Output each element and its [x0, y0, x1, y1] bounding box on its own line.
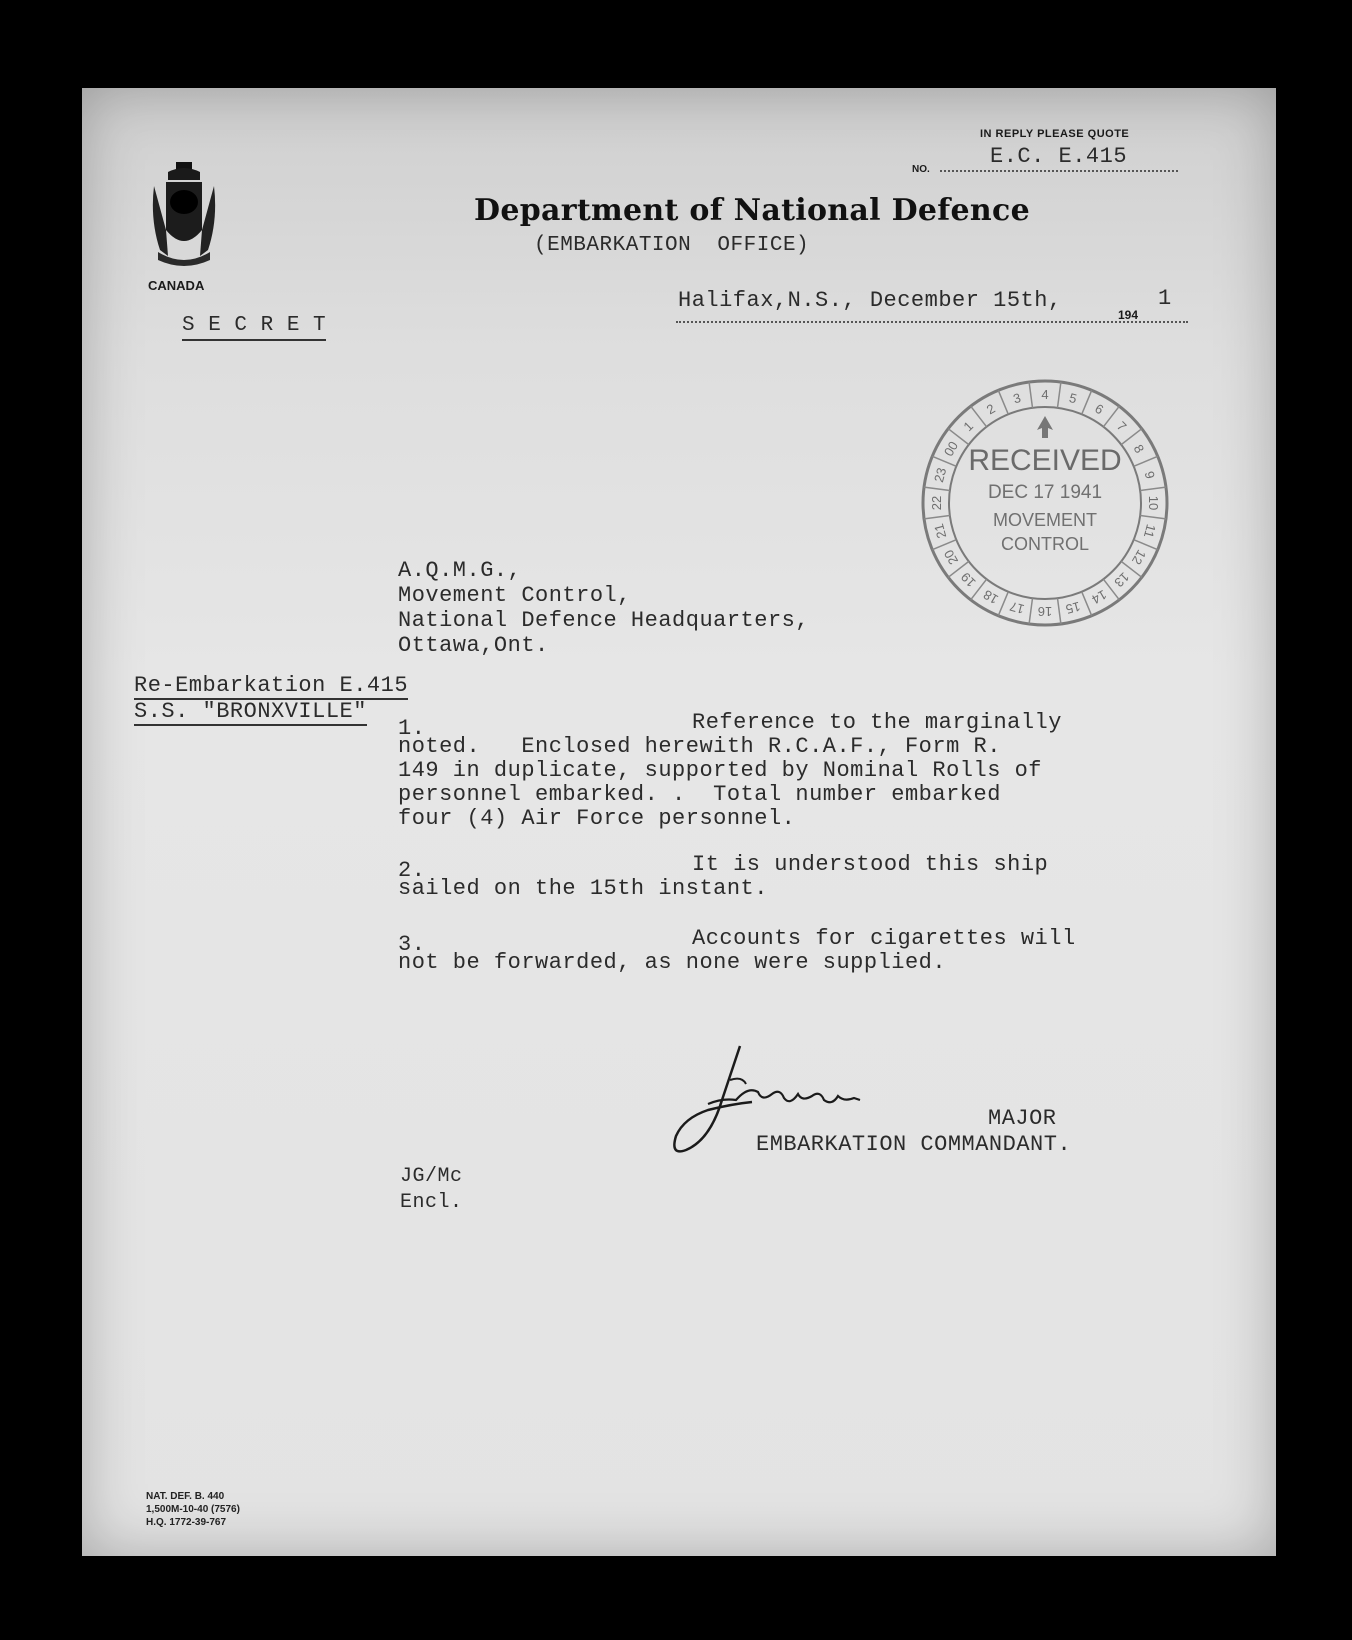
signature-title: EMBARKATION COMMANDANT.	[756, 1132, 1072, 1157]
typist-initials: JG/Mc	[400, 1165, 463, 1188]
office-subtitle: (EMBARKATION OFFICE)	[534, 234, 810, 257]
paragraph-line: four (4) Air Force personnel.	[398, 806, 796, 831]
stamp-ring-divider	[971, 406, 987, 427]
paragraph-1	[398, 710, 1062, 831]
form-code-line: H.Q. 1772-39-767	[146, 1517, 227, 1528]
stamp-ring-number: 3	[1011, 390, 1023, 407]
signature-rank: MAJOR	[988, 1106, 1057, 1131]
paragraph-line: sailed on the 15th instant.	[398, 876, 768, 901]
date-dotted-line	[676, 321, 1188, 323]
paragraph-number: 2.	[398, 858, 426, 883]
stamp-ring-divider	[924, 487, 950, 490]
stamp-ring-number: 7	[1113, 418, 1130, 435]
stamp-line1: MOVEMENT	[992, 510, 1098, 530]
paragraph-3	[398, 926, 1076, 975]
form-code-line: 1,500M-10-40 (7576)	[146, 1504, 240, 1515]
recipient-line: Ottawa,Ont.	[398, 633, 549, 658]
form-code-line: NAT. DEF. B. 440	[146, 1491, 225, 1502]
stamp-received-text: RECEIVED	[968, 444, 1122, 477]
stamp-ring-number: 21	[931, 522, 950, 540]
stamp-ring-number: 9	[1141, 469, 1158, 481]
stamp-ring-divider	[1029, 382, 1032, 408]
stamp-ring-divider	[1058, 382, 1061, 408]
stamp-ring-divider	[1140, 516, 1166, 519]
form-code-block	[146, 1490, 240, 1529]
paragraph-first-line: It is understood this ship	[692, 852, 1049, 877]
marginal-line-2: S.S. "BRONXVILLE"	[134, 699, 367, 724]
stamp-ring-divider	[1134, 456, 1158, 466]
stamp-ring-number: 12	[1128, 547, 1150, 568]
stamp-ring-number: 16	[1037, 604, 1053, 619]
reply-quote-label: IN REPLY PLEASE QUOTE	[980, 128, 1130, 140]
year-suffix: 1	[1158, 286, 1172, 311]
letter-page	[82, 88, 1276, 1556]
stamp-ring-divider	[998, 390, 1008, 414]
stamp-ring-number: 13	[1111, 569, 1133, 591]
paragraph-first-line: Accounts for cigarettes will	[692, 926, 1076, 951]
stamp-ring-number: 2	[983, 400, 998, 418]
received-stamp	[920, 378, 1170, 628]
place-date: Halifax,N.S., December 15th,	[678, 288, 1062, 313]
canada-coat-of-arms-icon	[146, 160, 222, 272]
stamp-ring-number: 11	[1140, 522, 1159, 540]
paragraph-number: 1.	[398, 716, 426, 741]
stamp-ring-divider	[1058, 598, 1061, 624]
stamp-ring-number: 18	[980, 586, 1001, 608]
marginal-note	[134, 674, 408, 726]
stamp-ring-number: 8	[1130, 441, 1148, 456]
stamp-ring-number: 1	[960, 418, 977, 435]
crest-caption: CANADA	[148, 278, 205, 293]
enclosure-note: Encl.	[400, 1191, 463, 1214]
stamp-ring-number: 5	[1067, 390, 1079, 407]
stamp-ring-divider	[1029, 598, 1032, 624]
reply-no-label: NO.	[912, 164, 930, 175]
recipient-line: Movement Control,	[398, 583, 631, 608]
stamp-ring-number: 19	[957, 569, 979, 591]
paragraph-2	[398, 852, 1049, 901]
year-prefix: 194	[1118, 308, 1139, 322]
footer-block	[400, 1164, 463, 1216]
recipient-block	[398, 558, 809, 658]
stamp-ring-number: 23	[931, 466, 950, 484]
classification-marking: S E C R E T	[182, 314, 326, 341]
paragraph-number: 3.	[398, 932, 426, 957]
stamp-ring-number: 22	[929, 495, 944, 511]
paragraph-first-line: Reference to the marginally	[692, 710, 1062, 735]
stamp-ring-number: 6	[1092, 400, 1107, 418]
paragraph-line: 149 in duplicate, supported by Nominal Rolls of	[398, 758, 1043, 783]
stamp-line2: CONTROL	[1000, 534, 1090, 554]
stamp-ring-divider	[924, 516, 950, 519]
stamp-ring-divider	[1082, 390, 1092, 414]
stamp-ring-number: 14	[1089, 586, 1110, 608]
stamp-ring-divider	[1140, 487, 1166, 490]
stamp-ring-number: 10	[1146, 495, 1161, 511]
paragraph-line: noted. Enclosed herewith R.C.A.F., Form R.	[398, 734, 1001, 759]
recipient-line: A.Q.M.G.,	[398, 558, 522, 583]
paragraph-line: personnel embarked. . Total number embarked	[398, 782, 1001, 807]
stamp-ring-number: 15	[1064, 598, 1082, 617]
stamp-date: DEC 17 1941	[987, 482, 1103, 503]
reply-reference: E.C. E.415	[990, 144, 1128, 169]
recipient-line: National Defence Headquarters,	[398, 608, 810, 633]
stamp-ring-divider	[1121, 429, 1142, 445]
stamp-ring-number: 00	[940, 438, 962, 459]
stamp-ring-number: 4	[1041, 387, 1049, 402]
stamp-ring-divider	[1103, 406, 1119, 427]
department-title: Department of National Defence	[474, 193, 1030, 228]
reply-dotted-line	[940, 170, 1178, 172]
stamp-ring-number: 20	[940, 547, 962, 568]
paragraph-line: not be forwarded, as none were supplied.	[398, 950, 947, 975]
stamp-ring-number: 17	[1008, 598, 1026, 617]
marginal-line-1: Re-Embarkation E.415	[134, 673, 409, 698]
